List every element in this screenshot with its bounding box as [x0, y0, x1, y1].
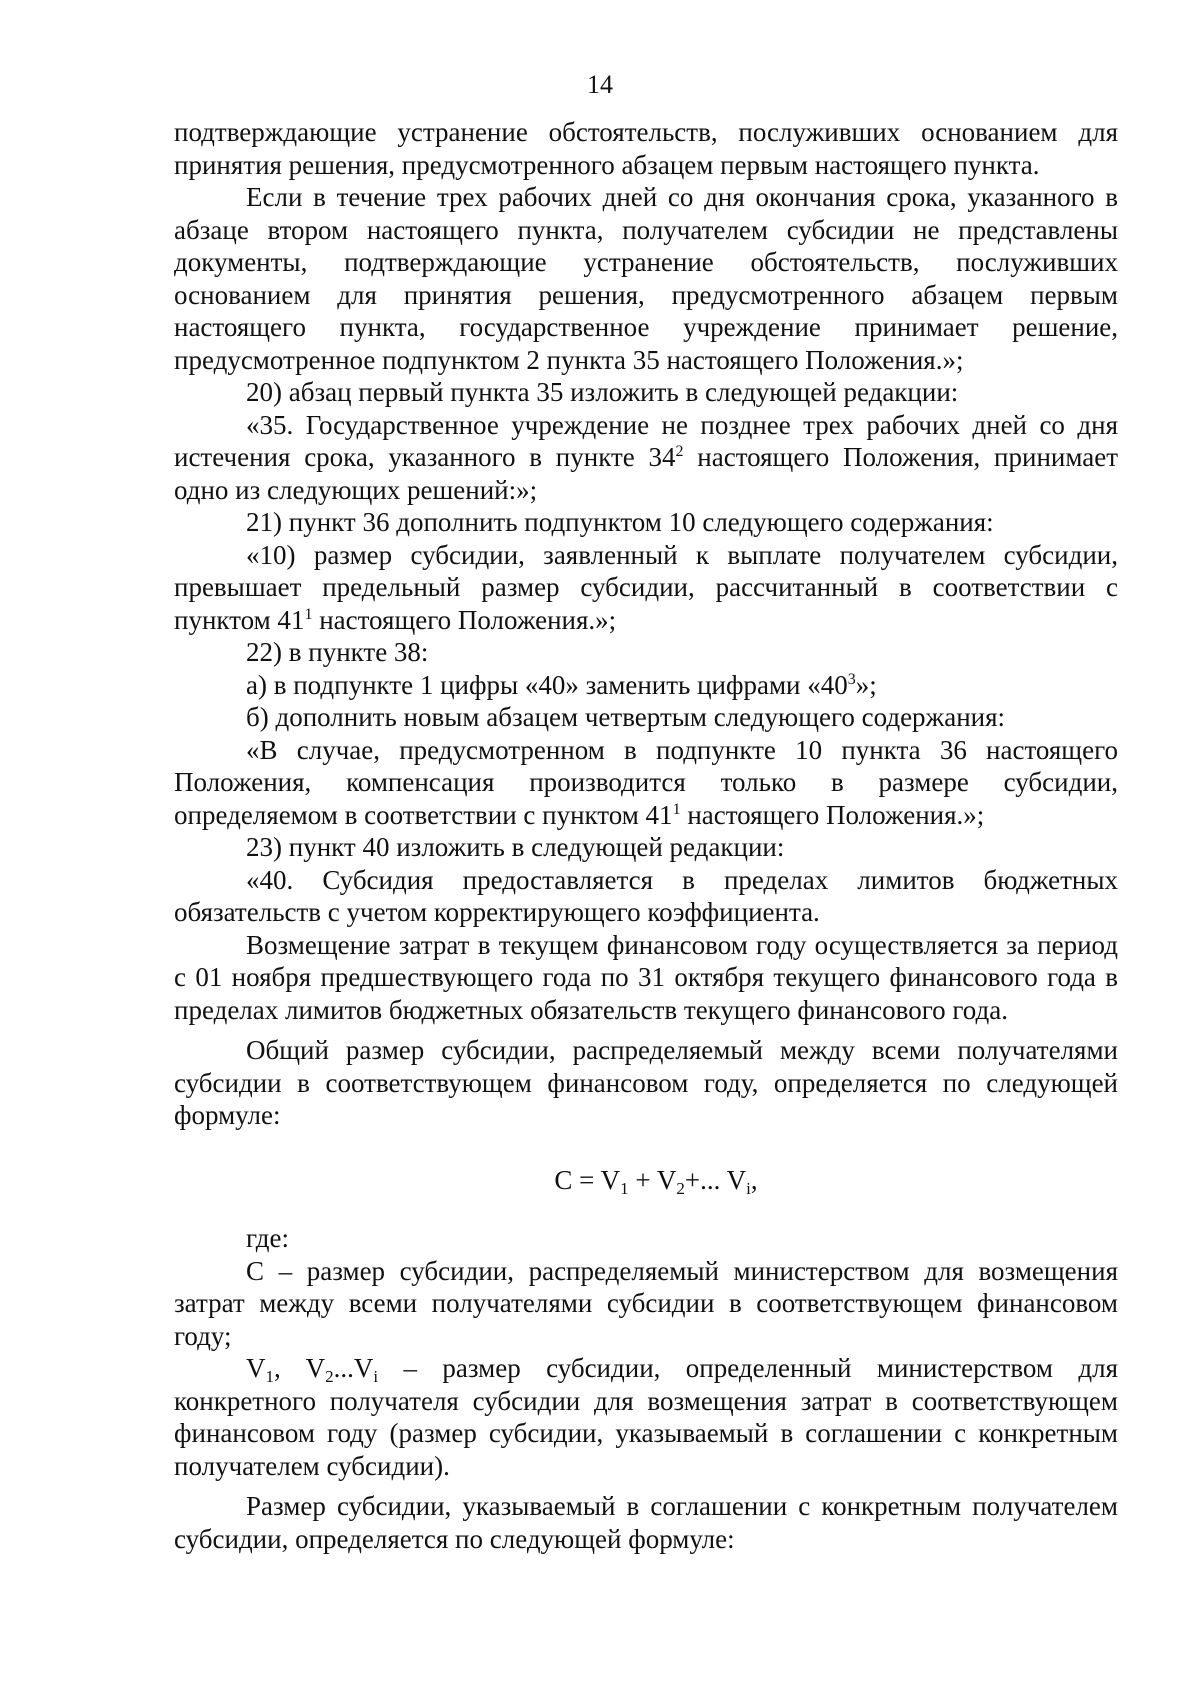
- definition-c: C – размер субсидии, распределяемый министерством для возмещения затрат между всеми получателями субсидии в соответствующем финансовом году;: [174, 1255, 1118, 1351]
- document-body: [174, 116, 1118, 1555]
- paragraph-deadline: Если в течение трех рабочих дней со дня окончания срока, указанного в абзаце втором настоящего пункта, получателем субсидии не представлены документы, подтверждающие устранение обстоятельств, послуживших основанием для принятия решения, предусмотренного абзацем первым настоящего пункта, государственное учреждение принимает решение, предусмотренное подпунктом 2 пункта 35 настоящего Положения.»;: [174, 182, 1118, 375]
- clause-35-superscript: 2: [675, 443, 684, 460]
- total-subsidy-text: Общий размер субсидии, распределяемый между всеми получателями субсидии в соответствующем финансовом году, определяется по следующей формуле:: [174, 1035, 1118, 1130]
- new-paragraph-superscript: 1: [672, 800, 681, 818]
- amendment-23: 23) пункт 40 изложить в следующей редакции:: [246, 832, 785, 862]
- clause-40-text: «40. Субсидия предоставляется в пределах лимитов бюджетных обязательств с учетом корректирующего коэффициента.: [174, 864, 1118, 927]
- clause-35-part-a: «35. Государственное учреждение не позднее трех рабочих дней со дня истечения срока, указанного в пункте 34: [174, 409, 1118, 472]
- amendment-22-b: б) дополнить новым абзацем четвертым следующего содержания:: [246, 702, 1006, 732]
- amendment-22-a-superscript: 3: [847, 670, 856, 688]
- amendment-22: 22) в пункте 38:: [246, 637, 429, 667]
- paragraph-continuation: подтверждающие устранение обстоятельств, послуживших основанием для принятия решения, предусмотренного абзацем первым настоящего пункта.: [174, 117, 1118, 180]
- new-paragraph-part-b: настоящего Положения.»;: [680, 799, 985, 830]
- clause-35-text: [174, 409, 1118, 507]
- agreement-subsidy-text: Размер субсидии, указываемый в соглашении с конкретным получателем субсидии, определяется по следующей формуле:: [174, 1491, 1118, 1554]
- subclause-10-part-a: «10) размер субсидии, заявленный к выплате получателем субсидии, превышает предельный размер субсидии, рассчитанный в соответствии с пунктом 41: [174, 539, 1118, 635]
- formula-where-label: где:: [246, 1223, 289, 1253]
- amendment-22-a-part-a: а) в подпункте 1 цифры «40» заменить цифрами «40: [246, 669, 848, 700]
- page-number: 14: [587, 70, 613, 99]
- amendment-22-a: [174, 669, 1118, 702]
- clause-35-part-b: настоящего Положения, принимает одно из следующих решений:»;: [174, 442, 1119, 505]
- new-paragraph-text: [174, 734, 1118, 832]
- amendment-20: 20) абзац первый пункта 35 изложить в следующей редакции:: [246, 377, 959, 407]
- amendment-21: 21) пункт 36 дополнить подпунктом 10 следующего содержания:: [246, 507, 994, 537]
- amendment-22-a-part-b: »;: [855, 669, 877, 700]
- subclause-10-superscript: 1: [304, 605, 313, 623]
- definition-v: $V_1$, $V_2...V_i$ – размер субсидии, определенный министерством для конкретного получателя субсидии для возмещения затрат в соответствующем финансовом году (размер субсидии, указываемый в соглашении с конкретным получателем субсидии).: [174, 1353, 1118, 1481]
- subclause-10-text: [174, 539, 1118, 637]
- formula-total-subsidy: $C = V_1 + V_2+$... $V_i$,: [554, 1164, 758, 1198]
- subclause-10-part-b: настоящего Положения.»;: [312, 604, 617, 635]
- new-paragraph-part-a: «В случае, предусмотренном в подпункте 10 пункта 36 настоящего Положения, компенсация производится только в размере субсидии, определяемом в соответствии с пунктом 41: [174, 734, 1118, 830]
- compensation-period-text: Возмещение затрат в текущем финансовом году осуществляется за период с 01 ноября предшествующего года по 31 октября текущего финансового года в пределах лимитов бюджетных обязательств текущего финансового года.: [174, 929, 1118, 1025]
